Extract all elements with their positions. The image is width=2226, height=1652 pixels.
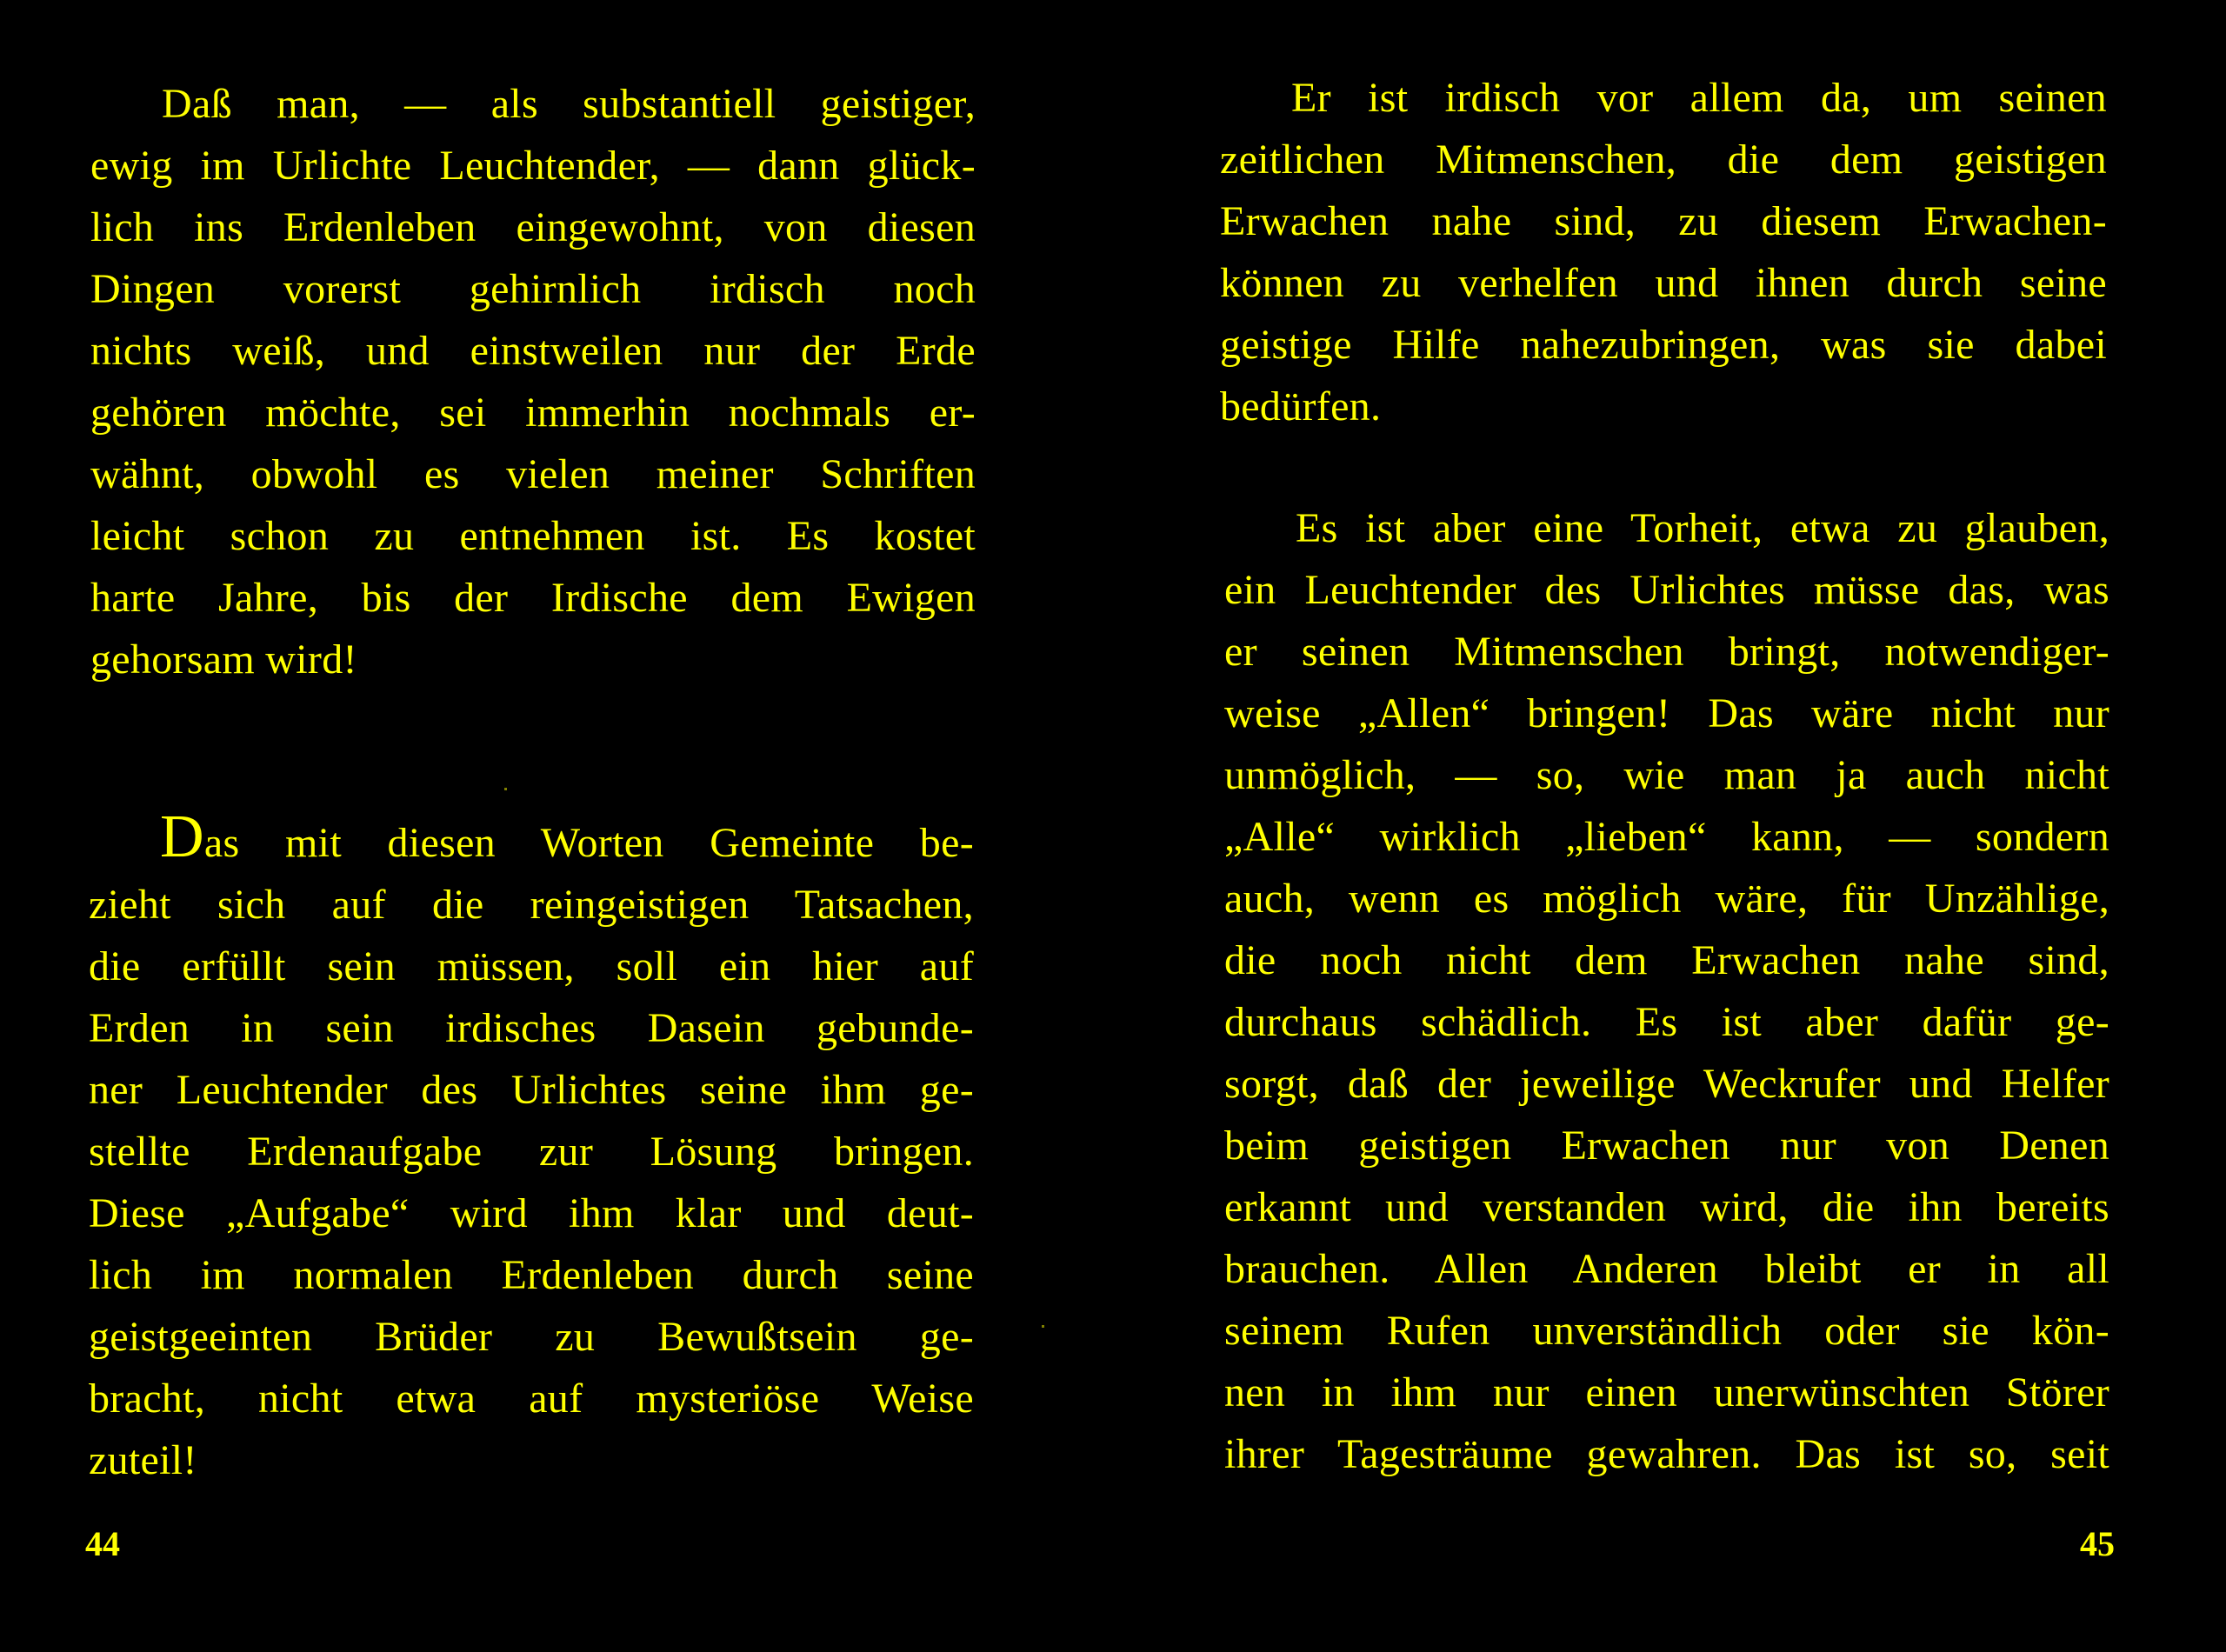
page-number-left: 44 (85, 1524, 120, 1563)
text-line: er seinen Mitmenschen bringt, notwendiger- (1224, 629, 2109, 675)
print-speck (504, 788, 507, 790)
text-line: geistige Hilfe nahezubringen, was sie dabei (1220, 322, 2107, 368)
text-line: lich ins Erdenleben eingewohnt, von diesen (90, 204, 976, 250)
text-line: zieht sich auf die reingeistigen Tatsachen, (89, 882, 974, 928)
text-line: unmöglich, — so, wie man ja auch nicht (1224, 752, 2109, 798)
text-line: Erwachen nahe sind, zu diesem Erwachen- (1220, 198, 2107, 244)
text-line: ihrer Tagesträume gewahren. Das ist so, seit (1224, 1431, 2109, 1477)
text-line: harte Jahre, bis der Irdische dem Ewigen (90, 575, 976, 621)
text-line: erkannt und verstanden wird, die ihn bereits (1224, 1184, 2109, 1230)
text-line: auch, wenn es möglich wäre, für Unzählige, (1224, 876, 2109, 922)
text-line: sorgt, daß der jeweilige Weckrufer und Helfer (1224, 1061, 2109, 1107)
text-line: seinem Rufen unverständlich oder sie kön- (1224, 1308, 2109, 1354)
text-line (89, 803, 974, 874)
text-line: wähnt, obwohl es vielen meiner Schriften (90, 451, 976, 497)
text-line: brauchen. Allen Anderen bleibt er in all (1224, 1246, 2109, 1292)
text-line: stellte Erdenaufgabe zur Lösung bringen. (89, 1129, 974, 1175)
text-line: ner Leuchtender des Urlichtes seine ihm ge- (89, 1067, 974, 1113)
text-line: geistgeeinten Brüder zu Bewußtsein ge- (89, 1314, 974, 1360)
right-page (1113, 0, 2226, 1652)
text-line: zeitlichen Mitmenschen, die dem geistigen (1220, 137, 2107, 183)
text-line: nen in ihm nur einen unerwünschten Störer (1224, 1369, 2109, 1416)
text-line: Erden in sein irdisches Dasein gebunde- (89, 1005, 974, 1051)
text-line: ewig im Urlichte Leuchtender, — dann glück- (90, 143, 976, 189)
text-line: die erfüllt sein müssen, soll ein hier auf (89, 943, 974, 989)
right-paragraph-1 (1220, 67, 2107, 437)
right-paragraph-2 (1224, 497, 2109, 1485)
text-line: bedürfen. (1220, 383, 1382, 430)
left-paragraph-1 (90, 73, 976, 690)
text-line: durchaus schädlich. Es ist aber dafür ge- (1224, 999, 2109, 1045)
text-line: zuteil! (89, 1437, 197, 1483)
text-line: gehören möchte, sei immerhin nochmals er- (90, 390, 976, 436)
text-line: „Alle“ wirklich „lieben“ kann, — sondern (1224, 814, 2109, 860)
text-line: die noch nicht dem Erwachen nahe sind, (1224, 937, 2109, 983)
page-number-right: 45 (2080, 1524, 2115, 1563)
print-speck (1042, 1325, 1044, 1328)
text-line: können zu verhelfen und ihnen durch seine (1220, 260, 2107, 306)
left-paragraph-2 (89, 803, 974, 1491)
text-line: beim geistigen Erwachen nur von Denen (1224, 1122, 2109, 1169)
text-line: Diese „Aufgabe“ wird ihm klar und deut- (89, 1190, 974, 1236)
text-line: ein Leuchtender des Urlichtes müsse das, was (1224, 567, 2109, 613)
text-line: Daß man, — als substantiell geistiger, (162, 81, 976, 127)
text-line: bracht, nicht etwa auf mysteriöse Weise (89, 1376, 974, 1422)
text-line: Er ist irdisch vor allem da, um seinen (1291, 75, 2107, 121)
text-line-rest: as mit diesen Worten Gemeinte be- (203, 820, 974, 866)
text-line: nichts weiß, und einstweilen nur der Erde (90, 328, 976, 374)
drop-cap: D (160, 803, 204, 870)
text-line: weise „Allen“ bringen! Das wäre nicht nur (1224, 690, 2109, 736)
text-line: Es ist aber eine Torheit, etwa zu glauben, (1296, 505, 2109, 551)
text-line: gehorsam wird! (90, 636, 357, 683)
text-line: lich im normalen Erdenleben durch seine (89, 1252, 974, 1298)
text-line: Dingen vorerst gehirnlich irdisch noch (90, 266, 976, 312)
text-line: leicht schon zu entnehmen ist. Es kostet (90, 513, 976, 559)
